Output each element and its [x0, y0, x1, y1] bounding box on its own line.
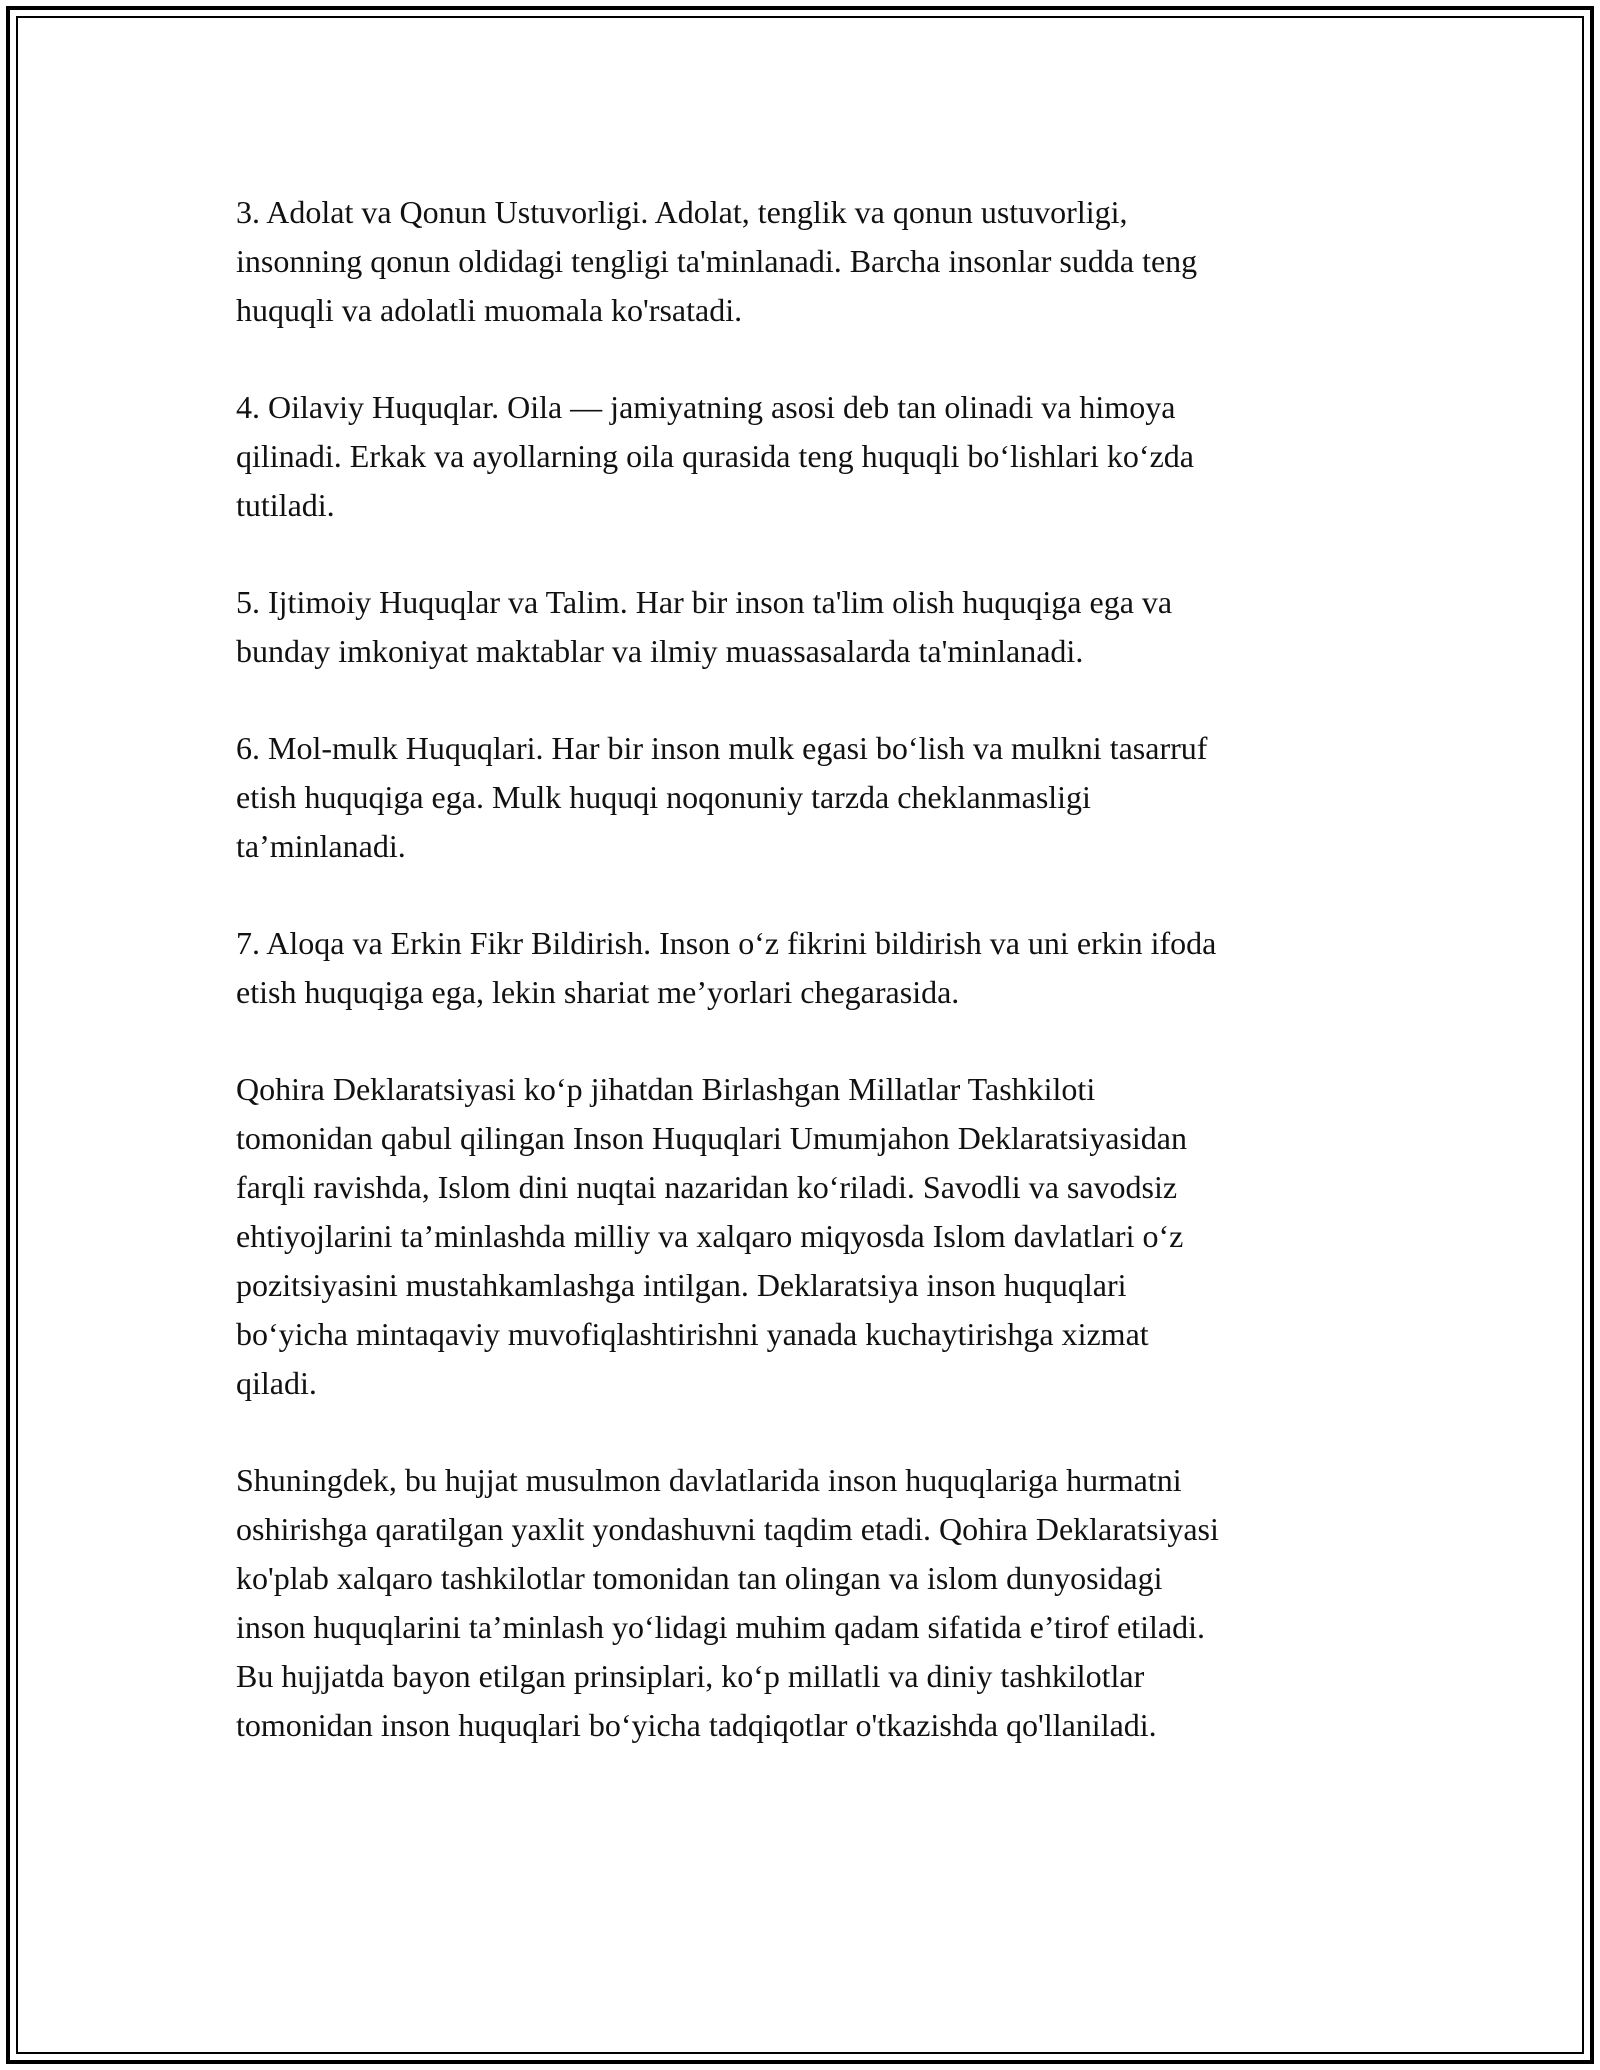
paragraph-cairo-declaration-significance: Shuningdek, bu hujjat musulmon davlatlarida inson huquqlariga hurmatni oshirishga qaratilgan yaxlit yondashuvni taqdim etadi. Qohira Deklaratsiyasi ko'plab xalqaro tashkilotlar tomonidan tan olingan va islom dunyosidagi inson huquqlarini ta’minlash yo‘lidagi muhim qadam sifatida e’tirof etiladi. Bu hujjatda bayon etilgan prinsiplari, ko‘p millatli va diniy tashkilotlar tomonidan inson huquqlari bo‘yicha tadqiqotlar o'tkazishda qo'llaniladi.: [236, 1462, 1219, 1743]
document-body: [236, 188, 1366, 1750]
paragraph-free-expression: 7. Aloqa va Erkin Fikr Bildirish. Inson o‘z fikrini bildirish va uni erkin ifoda etish huquqiga ega, lekin shariat me’yorlari chegarasida.: [236, 925, 1217, 1010]
paragraph-property-rights: 6. Mol-mulk Huquqlari. Har bir inson mulk egasi bo‘lish va mulkni tasarruf etish huquqiga ega. Mulk huquqi noqonuniy tarzda cheklanmasligi ta’minlanadi.: [236, 730, 1208, 864]
paragraph-justice-rule-of-law: 3. Adolat va Qonun Ustuvorligi. Adolat, tenglik va qonun ustuvorligi, insonning qonun oldidagi tengligi ta'minlanadi. Barcha insonlar sudda teng huquqli va adolatli muomala ko'rsatadi.: [236, 194, 1198, 328]
paragraph-social-rights-education: 5. Ijtimoiy Huquqlar va Talim. Har bir inson ta'lim olish huquqiga ega va bunday imkoniyat maktablar va ilmiy muassasalarda ta'minlanadi.: [236, 584, 1173, 669]
paragraph-cairo-declaration-overview: Qohira Deklaratsiyasi ko‘p jihatdan Birlashgan Millatlar Tashkiloti tomonidan qabul qilingan Inson Huquqlari Umumjahon Deklaratsiyasidan farqli ravishda, Islom dini nuqtai nazaridan ko‘riladi. Savodli va savodsiz ehtiyojlarini ta’minlashda milliy va xalqaro miqyosda Islom davlatlari o‘z pozitsiyasini mustahkamlashga intilgan. Deklaratsiya inson huquqlari bo‘yicha mintaqaviy muvofiqlashtirishni yanada kuchaytirishga xizmat qiladi.: [236, 1071, 1187, 1401]
paragraph-family-rights: 4. Oilaviy Huquqlar. Oila — jamiyatning asosi deb tan olinadi va himoya qilinadi. Erkak va ayollarning oila qurasida teng huquqli bo‘lishlari ko‘zda tutiladi.: [236, 389, 1194, 523]
